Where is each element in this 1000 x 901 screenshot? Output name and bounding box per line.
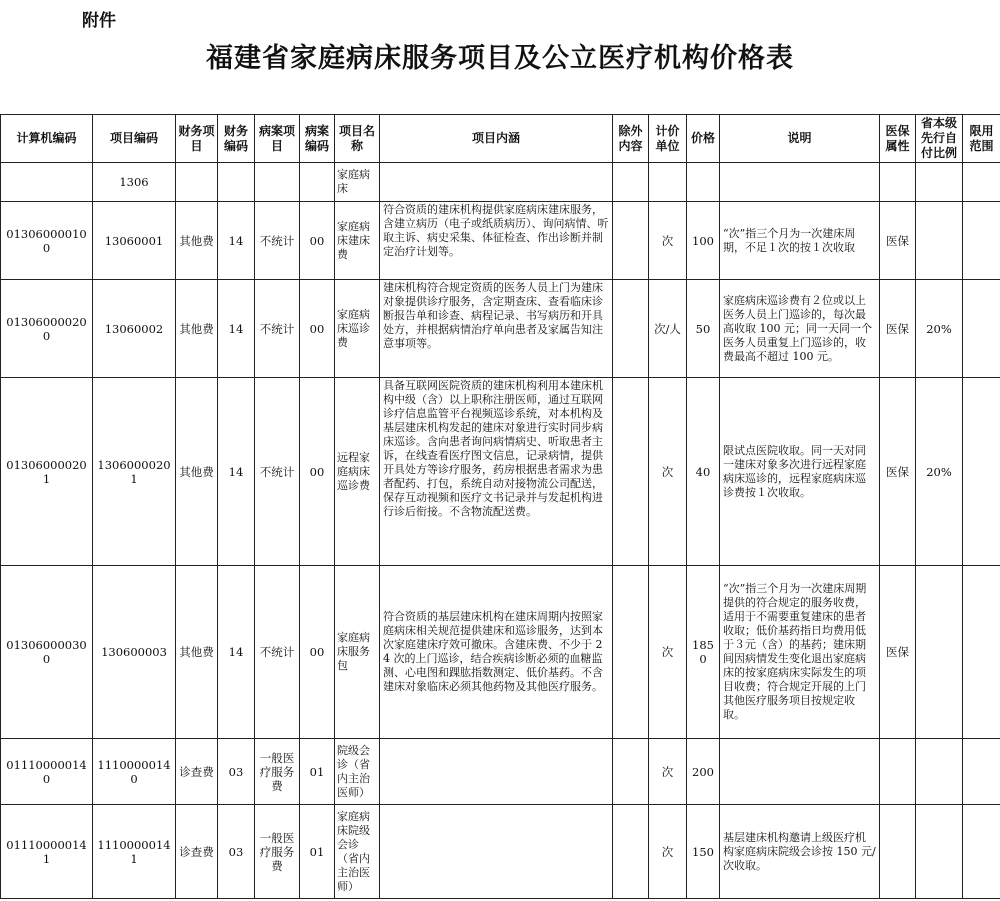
cell-limit-scope — [963, 566, 1000, 739]
cell-unit — [649, 163, 687, 202]
cell-computer-code: 013060000300 — [1, 566, 93, 739]
col-header: 计价单位 — [649, 115, 687, 163]
cell-limit-scope — [963, 805, 1000, 899]
col-header: 财务编码 — [218, 115, 255, 163]
cell-record-item: 不统计 — [255, 566, 300, 739]
cell-item-name: 家庭病床服务包 — [335, 566, 380, 739]
cell-insurance: 医保 — [880, 280, 916, 378]
cell-self-pay-ratio: 20% — [916, 378, 963, 566]
cell-finance-code: 14 — [218, 280, 255, 378]
cell-unit: 次/人 — [649, 280, 687, 378]
cell-unit: 次 — [649, 739, 687, 805]
cell-item-code: 11100000140 — [93, 739, 176, 805]
cell-limit-scope — [963, 280, 1000, 378]
cell-self-pay-ratio — [916, 566, 963, 739]
cell-computer-code: 013060000200 — [1, 280, 93, 378]
cell-computer-code: 013060000100 — [1, 202, 93, 280]
table-row — [1, 739, 1000, 805]
col-header: 项目名称 — [335, 115, 380, 163]
cell-computer-code: 011100000141 — [1, 805, 93, 899]
col-header: 价格 — [687, 115, 720, 163]
table-row — [1, 202, 1000, 280]
cell-self-pay-ratio — [916, 163, 963, 202]
cell-record-code: 00 — [300, 280, 335, 378]
cell-limit-scope — [963, 163, 1000, 202]
cell-unit: 次 — [649, 378, 687, 566]
cell-finance-code: 14 — [218, 566, 255, 739]
cell-item-name: 远程家庭病床巡诊费 — [335, 378, 380, 566]
cell-finance-code: 14 — [218, 378, 255, 566]
cell-item-content: 建床机构符合规定资质的医务人员上门为建床对象提供诊疗服务，含定期查床、查看临床诊断报告单和诊查、病程记录、书写病历和开具处方，并根据病情治疗单向患者及家属告知注意事项等。 — [380, 280, 613, 378]
cell-price: 100 — [687, 202, 720, 280]
col-header: 财务项目 — [176, 115, 218, 163]
cell-insurance: 医保 — [880, 202, 916, 280]
price-table — [0, 114, 1000, 899]
col-header: 除外内容 — [613, 115, 649, 163]
cell-record-code: 01 — [300, 805, 335, 899]
cell-excluded — [613, 566, 649, 739]
cell-item-code: 1306 — [93, 163, 176, 202]
cell-excluded — [613, 163, 649, 202]
col-header: 项目编码 — [93, 115, 176, 163]
cell-item-code: 13060002 — [93, 280, 176, 378]
cell-unit: 次 — [649, 805, 687, 899]
cell-excluded — [613, 805, 649, 899]
cell-unit: 次 — [649, 202, 687, 280]
cell-note: 基层建床机构邀请上级医疗机构家庭病床院级会诊按 150 元/次收取。 — [720, 805, 880, 899]
col-header: 限用范围 — [963, 115, 1000, 163]
table-row — [1, 378, 1000, 566]
table-row — [1, 163, 1000, 202]
cell-excluded — [613, 280, 649, 378]
cell-item-content — [380, 805, 613, 899]
col-header: 病案编码 — [300, 115, 335, 163]
col-header: 医保属性 — [880, 115, 916, 163]
cell-self-pay-ratio — [916, 739, 963, 805]
cell-item-name: 院级会诊（省内主治医师） — [335, 739, 380, 805]
col-header: 省本级先行自付比例 — [916, 115, 963, 163]
cell-limit-scope — [963, 739, 1000, 805]
cell-item-code: 11100000141 — [93, 805, 176, 899]
header-row — [1, 115, 1000, 163]
table-row — [1, 805, 1000, 899]
cell-record-code: 01 — [300, 739, 335, 805]
cell-finance-item: 其他费 — [176, 202, 218, 280]
cell-record-code: 00 — [300, 566, 335, 739]
cell-item-content — [380, 739, 613, 805]
cell-item-code: 130600003 — [93, 566, 176, 739]
cell-price: 1850 — [687, 566, 720, 739]
cell-record-item — [255, 163, 300, 202]
cell-insurance: 医保 — [880, 566, 916, 739]
cell-record-code: 00 — [300, 202, 335, 280]
cell-item-content: 具备互联网医院资质的建床机构利用本建床机构中级（含）以上职称注册医师，通过互联网诊疗信息监管平台视频巡诊系统，对本机构及基层建床机构发起的建床对象进行实时同步病床巡诊。含向患者询问病情病史、听取患者主诉，在线查看医疗图文信息，记录病情，提供开具处方等诊疗服务，药房根据患者需求为患者配药、打包，系统自动对接物流公司配送，保存互动视频和医疗文书记录并与发起机构进行诊后衔接。不含物流配送费。 — [380, 378, 613, 566]
cell-excluded — [613, 202, 649, 280]
cell-excluded — [613, 739, 649, 805]
cell-item-content: 符合资质的基层建床机构在建床周期内按照家庭病床相关规范提供建床和巡诊服务，达到本次家庭建床疗效可撤床。含建床费、不少于 24 次的上门巡诊，结合疾病诊断必须的血糖监测、心电图和踝肱指数测定、低价基药。不含建床对象临床必须其他药物及其他医疗服务。 — [380, 566, 613, 739]
cell-note — [720, 739, 880, 805]
cell-limit-scope — [963, 202, 1000, 280]
cell-record-item: 不统计 — [255, 378, 300, 566]
cell-self-pay-ratio: 20% — [916, 280, 963, 378]
col-header: 项目内涵 — [380, 115, 613, 163]
cell-insurance — [880, 163, 916, 202]
cell-limit-scope — [963, 378, 1000, 566]
col-header: 计算机编码 — [1, 115, 93, 163]
cell-finance-code: 03 — [218, 739, 255, 805]
cell-self-pay-ratio — [916, 805, 963, 899]
cell-note: 家庭病床巡诊费有２位或以上医务人员上门巡诊的，每次最高收取 100 元；同一天同一个医务人员重复上门巡诊的，收费最高不超过 100 元。 — [720, 280, 880, 378]
cell-computer-code: 013060000201 — [1, 378, 93, 566]
col-header: 说明 — [720, 115, 880, 163]
cell-item-name: 家庭病床院级会诊（省内主治医师） — [335, 805, 380, 899]
cell-note — [720, 163, 880, 202]
cell-finance-item: 诊查费 — [176, 805, 218, 899]
cell-finance-item: 诊查费 — [176, 739, 218, 805]
cell-price: 150 — [687, 805, 720, 899]
cell-record-code: 00 — [300, 378, 335, 566]
cell-insurance — [880, 805, 916, 899]
cell-finance-item: 其他费 — [176, 566, 218, 739]
table-row — [1, 280, 1000, 378]
cell-finance-item: 其他费 — [176, 280, 218, 378]
cell-item-code: 13060000201 — [93, 378, 176, 566]
attachment-label: 附件 — [82, 11, 116, 31]
cell-item-code: 13060001 — [93, 202, 176, 280]
cell-finance-code: 14 — [218, 202, 255, 280]
col-header: 病案项目 — [255, 115, 300, 163]
cell-self-pay-ratio — [916, 202, 963, 280]
cell-note: 限试点医院收取。同一天对同一建床对象多次进行远程家庭病床巡诊的，远程家庭病床巡诊费按１次收取。 — [720, 378, 880, 566]
cell-computer-code: 011100000140 — [1, 739, 93, 805]
cell-item-name: 家庭病床 — [335, 163, 380, 202]
cell-record-item: 一般医疗服务费 — [255, 739, 300, 805]
cell-item-content: 符合资质的建床机构提供家庭病床建床服务，含建立病历（电子或纸质病历）、询问病情、听取主诉、病史采集、体征检查、作出诊断并制定治疗计划等。 — [380, 202, 613, 280]
cell-item-name: 家庭病床巡诊费 — [335, 280, 380, 378]
cell-excluded — [613, 378, 649, 566]
cell-record-item: 不统计 — [255, 280, 300, 378]
cell-item-content — [380, 163, 613, 202]
cell-computer-code — [1, 163, 93, 202]
cell-price — [687, 163, 720, 202]
cell-item-name: 家庭病床建床费 — [335, 202, 380, 280]
cell-unit: 次 — [649, 566, 687, 739]
cell-price: 200 — [687, 739, 720, 805]
cell-finance-item — [176, 163, 218, 202]
cell-finance-item: 其他费 — [176, 378, 218, 566]
cell-note: “次”指三个月为一次建床周期，不足１次的按１次收取 — [720, 202, 880, 280]
cell-price: 50 — [687, 280, 720, 378]
page-title: 福建省家庭病床服务项目及公立医疗机构价格表 — [206, 43, 794, 74]
cell-insurance: 医保 — [880, 378, 916, 566]
cell-record-item: 一般医疗服务费 — [255, 805, 300, 899]
cell-finance-code — [218, 163, 255, 202]
cell-insurance — [880, 739, 916, 805]
cell-price: 40 — [687, 378, 720, 566]
cell-note: “次”指三个月为一次建床周期提供的符合规定的服务收费，适用于不需要重复建床的患者收取；低价基药指日均费用低于３元（含）的基药；建床期间因病情发生变化退出家庭病床的按家庭病床实际发生的项目收费；符合规定开展的上门其他医疗服务项目按规定收取。 — [720, 566, 880, 739]
table-row — [1, 566, 1000, 739]
cell-record-item: 不统计 — [255, 202, 300, 280]
cell-record-code — [300, 163, 335, 202]
cell-finance-code: 03 — [218, 805, 255, 899]
